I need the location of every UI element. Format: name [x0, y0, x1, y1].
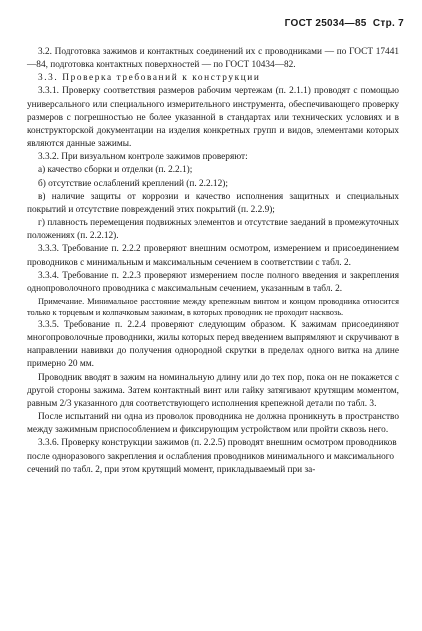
paragraph-3-3-1: 3.3.1. Проверку соответствия размеров рабочим чертежам (п. 2.1.1) проводят с помощью универсального или специального измерительного инструмента, обеспечивающего проверку размеров с погрешностью не более указанной в стандартах или технических условиях и в конструкторской документации на изделия конкретных групп и видов, элементами которых являются данные зажимы. [27, 86, 399, 150]
list-item-g: г) плавность перемещения подвижных элементов и отсутствие заеданий в промежуточных положениях (п. 2.2.12). [27, 218, 399, 242]
standard-number: ГОСТ 25034—85 [284, 18, 367, 29]
list-item-a: а) качество сборки и отделки (п. 2.2.1); [38, 165, 193, 176]
paragraph-3-3-6: 3.3.6. Проверку конструкции зажимов (п. 2.2.5) проводят внешним осмотром проводников после одноразового закрепления и ослабления проводников минимального и максимального сечений по табл. 2, при этом крутящий момент, прикладываемый при за- [27, 438, 397, 475]
section-heading-3-3: 3.3. Проверка требований к конструкции [38, 73, 261, 84]
document-body [27, 46, 399, 477]
paragraph-conductor-insertion: Проводник вводят в зажим на номинальную длину или до тех пор, пока он не покажется с другой стороны зажима. Затем контактный винт или гайку затягивают крутящим моментом, равным 2/3 указанного для соответствующего исполнения крепежной детали по табл. 3. [27, 372, 399, 409]
list-item-v: в) наличие защиты от коррозии и качество исполнения защитных и специальных покрытий и отсутствие повреждений этих покрытий (п. 2.2.9); [27, 191, 399, 215]
paragraph-3-3-3: 3.3.3. Требование п. 2.2.2 проверяют внешним осмотром, измерением и присоединением проводников с минимальным и максимальным сечением в соответствии с табл. 2. [27, 244, 399, 268]
paragraph-after-tests: После испытаний ни одна из проволок проводника не должна проникнуть в пространство между зажимным приспособлением и фиксирующим устройством или пройти сквозь него. [27, 412, 399, 436]
paragraph-3-3-5: 3.3.5. Требование п. 2.2.4 проверяют следующим образом. К зажимам присоединяют многопроволочные проводники, жилы которых перед введением выпрямляют и скручивают в направлении навивки до получения однородной скрутки в пределах одного витка на длине примерно 20 мм. [27, 319, 399, 370]
paragraph-3-3-2: 3.3.2. При визуальном контроле зажимов проверяют: [38, 152, 248, 163]
page-number: Стр. 7 [372, 18, 404, 29]
list-item-b: б) отсутствие ослаблений креплений (п. 2.2.12); [38, 178, 228, 189]
paragraph-3-3-4: 3.3.4. Требование п. 2.2.3 проверяют измерением после полного введения и закрепления однопроволочного проводника с максимальным сечением, указанным в табл. 2. [27, 270, 399, 294]
note: Примечание. Минимальное расстояние между крепежным винтом и концом проводника относится только к торцевым и колпачковым зажимам, в которых проводник не проходит насквозь. [27, 296, 399, 318]
paragraph-3-2: 3.2. Подготовка зажимов и контактных соединений их с проводниками — по ГОСТ 17441—84, подготовка контактных поверхностей — по ГОСТ 10434—82. [27, 47, 399, 71]
page-header [285, 18, 404, 29]
